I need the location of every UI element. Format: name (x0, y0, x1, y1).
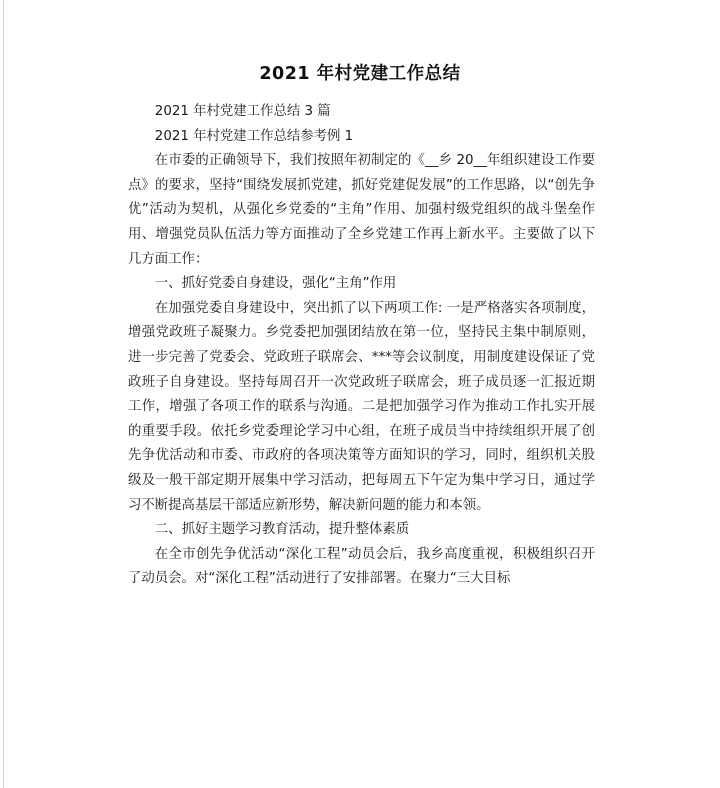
body-paragraph: 在全市创先争优活动“深化工程”动员会后，我乡高度重视，积极组织召开了动员会。对“深化工程”活动进行了安排部署。在聚力“三大目标 (128, 546, 595, 587)
subtitle-paragraph: 2021 年村党建工作总结 3 篇 (154, 104, 331, 119)
example-heading: 2021 年村党建工作总结参考例 1 (154, 128, 354, 144)
document-title: 2021 年村党建工作总结 (259, 63, 461, 84)
section-heading: 一、抓好党委自身建设，强化“主角”作用 (154, 276, 397, 292)
page-edge-divider (3, 0, 4, 788)
body-paragraph: 在市委的正确领导下，我们按照年初制定的《__乡 20__年组织建设工作要点》的要求，坚持“围绕发展抓党建，抓好党建促发展”的工作思路，以“创先争优”活动为契机，从强化乡党委的“主角”作用、加强村级党组织的战斗堡垒作用、增强党员队伍活力等方面推动了全乡党建工作再上新水平。主要做了以下几方面工作： (128, 153, 595, 267)
body-paragraph: 在加强党委自身建设中，突出抓了以下两项工作: 一是严格落实各项制度，增强党政班子凝聚力。乡党委把加强团结放在第一位，坚持民主集中制原则，进一步完善了党委会、党政班子联席会、***等会议制度，用制度建设保证了党政班子自身建设。坚持每周召开一次党政班子联席会，班子成员逐一汇报近期工作，增强了各项工作的联系与沟通。二是把加强学习作为推动工作扎实开展的重要手段。依托乡党委理论学习中心组，在班子成员当中持续组织开展了创先争优活动和市委、市政府的各项决策等方面知识的学习，同时，组织机关股级及一般干部定期开展集中学习活动，把每周五下午定为集中学习日，通过学习不断提高基层干部适应新形势，解决新问题的能力和本领。 (128, 300, 595, 513)
document-body (128, 100, 595, 592)
section-heading: 二、抓好主题学习教育活动，提升整体素质 (154, 522, 410, 538)
